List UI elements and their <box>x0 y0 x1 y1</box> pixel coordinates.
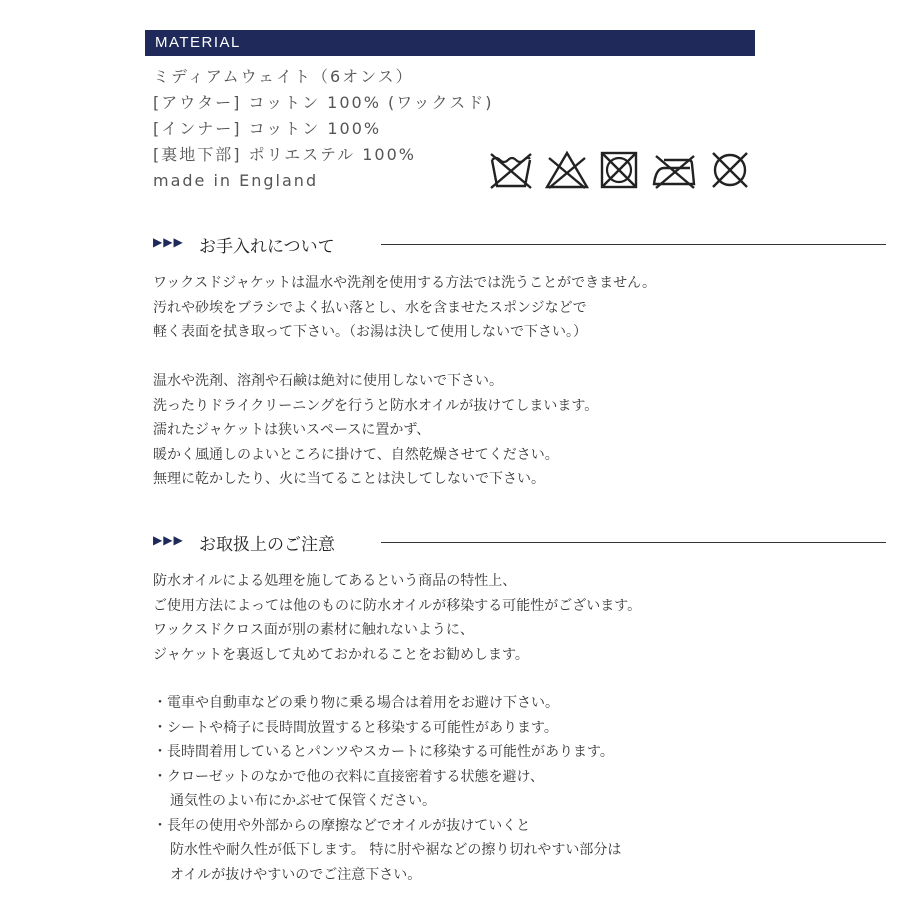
caution-paragraph-1 <box>153 569 641 667</box>
text-line: 洗ったりドライクリーニングを行うと防水オイルが抜けてしまいます。 <box>153 397 599 414</box>
text-line: ワックスドクロス面が別の素材に触れないように、 <box>153 622 474 638</box>
care-paragraph-2 <box>153 369 598 492</box>
bullet-continuation: 通気性のよい布にかぶせて保管ください。 <box>170 793 436 809</box>
do-not-wash-icon <box>488 150 534 190</box>
bullet-item: ・長年の使用や外部からの摩擦などでオイルが抜けていくと <box>153 817 531 834</box>
text-line: 濡れたジャケットは狭いスペースに置かず、 <box>153 422 431 438</box>
text-line: ワックスドジャケットは温水や洗剤を使用する方法では洗うことができません。 <box>153 275 657 291</box>
text-line: 汚れや砂埃をブラシでよく払い落とし、水を含ませたスポンジなどで <box>153 299 587 316</box>
do-not-iron-icon <box>650 150 700 190</box>
do-not-bleach-icon <box>544 150 590 190</box>
material-spec-list <box>153 64 494 194</box>
material-lining: [裏地下部] ポリエステル 100% <box>153 145 416 164</box>
care-section-title: お手入れについて <box>199 237 335 257</box>
bullet-continuation: 防水性や耐久性が低下します。 特に肘や裾などの擦り切れやすい部分は <box>170 842 622 858</box>
material-outer: [アウター] コットン 100% (ワックスド) <box>153 93 494 112</box>
section-divider <box>381 244 886 245</box>
text-line: ご使用方法によっては他のものに防水オイルが移染する可能性がございます。 <box>153 597 642 614</box>
caution-section-heading <box>153 530 738 554</box>
bullet-item: ・長時間着用しているとパンツやスカートに移染する可能性があります。 <box>153 744 614 760</box>
bullet-continuation: オイルが抜けやすいのでご注意下さい。 <box>170 866 422 883</box>
bullet-item: ・シートや椅子に長時間放置すると移染する可能性があります。 <box>153 719 558 736</box>
material-origin: made in England <box>153 171 319 190</box>
section-divider <box>381 542 886 543</box>
caution-bullet-list <box>153 691 621 887</box>
care-section-heading <box>153 232 738 256</box>
care-icon-row <box>486 150 756 192</box>
material-header-label: MATERIAL <box>155 34 241 51</box>
triple-arrow-icon: ▶▶▶ <box>153 533 184 547</box>
do-not-dry-clean-icon <box>708 150 752 190</box>
text-line: 暖かく風通しのよいところに掛けて、自然乾燥させてください。 <box>153 446 559 463</box>
text-line: ジャケットを裏返して丸めておかれることをお勧めします。 <box>153 646 529 663</box>
care-paragraph-1 <box>153 271 656 345</box>
bullet-item: ・クローゼットのなかで他の衣料に直接密着する状態を避け、 <box>153 768 544 785</box>
text-line: 温水や洗剤、溶剤や石鹸は絶対に使用しないで下さい。 <box>153 373 503 389</box>
material-weight: ミディアムウェイト（6オンス） <box>153 67 414 86</box>
material-header-bar <box>145 30 755 56</box>
caution-section-title: お取扱上のご注意 <box>199 535 335 555</box>
triple-arrow-icon: ▶▶▶ <box>153 235 184 249</box>
do-not-tumble-dry-icon <box>599 150 639 190</box>
text-line: 防水オイルによる処理を施してあるという商品の特性上、 <box>153 573 517 589</box>
bullet-item: ・電車や自動車などの乗り物に乗る場合は着用をお避け下さい。 <box>153 695 559 711</box>
material-inner: [インナー] コットン 100% <box>153 119 382 138</box>
text-line: 無理に乾かしたり、火に当てることは決してしないで下さい。 <box>153 471 545 487</box>
text-line: 軽く表面を拭き取って下さい。（お湯は決して使用しないで下さい。） <box>153 324 587 340</box>
